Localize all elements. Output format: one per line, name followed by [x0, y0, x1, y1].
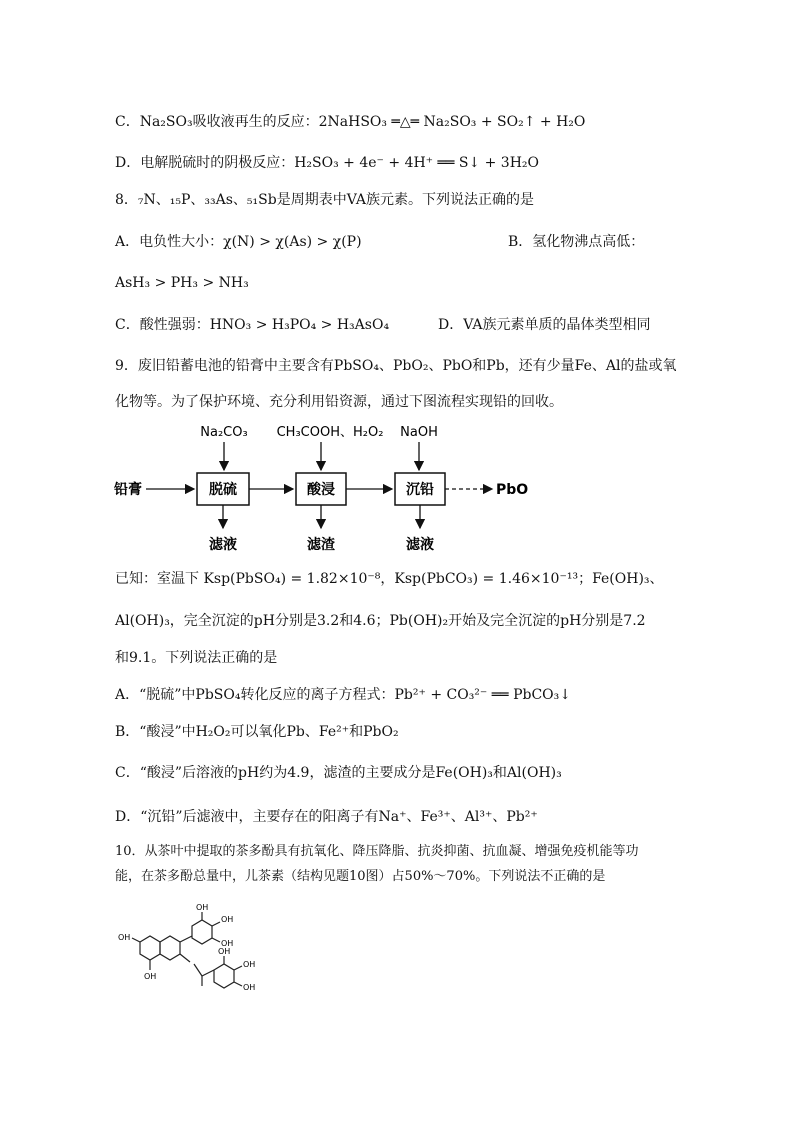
oh-label-4: OH [221, 915, 234, 924]
flow-input-label: 铅膏 [114, 482, 142, 498]
flow-reagent-2: CH₃COOH、H₂O₂ [276, 425, 384, 440]
question-8-option-b-cont: AsH₃ > PH₃ > NH₃ [115, 275, 249, 291]
question-9-known-line3: 和9.1。下列说法正确的是 [115, 650, 278, 666]
flow-output-3: 滤液 [406, 537, 434, 553]
question-7-option-c: C．Na₂SO₃吸收液再生的反应：2NaHSO₃ ═△═ Na₂SO₃ + SO₂↑ + H₂O [115, 114, 586, 130]
flow-step-3: 沉铅 [406, 482, 434, 498]
catechin-structure-diagram [112, 900, 312, 995]
question-10-stem-line1: 10．从茶叶中提取的茶多酚具有抗氧化、降压降脂、抗炎抑菌、抗血凝、增强免疫机能等功 [115, 844, 639, 859]
flow-reagent-3: NaOH [400, 425, 438, 440]
question-9-stem-line1: 9．废旧铅蓄电池的铅膏中主要含有PbSO₄、PbO₂、PbO和Pb，还有少量Fe、Al的盐或氧 [115, 358, 677, 374]
oh-label-6: OH [218, 947, 231, 956]
question-8-option-d: D．VA族元素单质的晶体类型相同 [438, 317, 651, 333]
question-9-option-d: D．“沉铅”后滤液中，主要存在的阳离子有Na⁺、Fe³⁺、Al³⁺、Pb²⁺ [115, 809, 538, 825]
oh-label-2: OH [144, 972, 157, 981]
flow-product: PbO [496, 482, 529, 498]
oh-label-3: OH [196, 903, 209, 912]
oh-label-7: OH [243, 960, 256, 969]
question-8-option-a: A．电负性大小：χ(N) > χ(As) > χ(P) [115, 234, 362, 250]
flow-reagent-1: Na₂CO₃ [200, 425, 248, 440]
question-8-stem: 8．₇N、₁₅P、₃₃As、₅₁Sb是周期表中VA族元素。下列说法正确的是 [115, 192, 534, 208]
flow-step-2: 酸浸 [307, 482, 335, 498]
question-10-stem-line2: 能，在茶多酚总量中，儿茶素（结构见题10图）占50%～70%。下列说法不正确的是 [115, 869, 606, 884]
flow-output-2: 滤渣 [307, 537, 335, 553]
flow-step-1: 脱硫 [209, 482, 237, 498]
question-9-known-line2: Al(OH)₃，完全沉淀的pH分别是3.2和4.6；Pb(OH)₂开始及完全沉淀的pH分别是7.2 [115, 613, 646, 629]
question-8-option-c: C．酸性强弱：HNO₃ > H₃PO₄ > H₃AsO₄ [115, 317, 390, 333]
question-9-option-c: C．“酸浸”后溶液的pH约为4.9，滤渣的主要成分是Fe(OH)₃和Al(OH)₃ [115, 765, 562, 781]
question-9-option-a: A．“脱硫”中PbSO₄转化反应的离子方程式：Pb²⁺ + CO₃²⁻ ══ PbCO₃↓ [115, 687, 571, 703]
question-9-stem-line2: 化物等。为了保护环境、充分利用铅资源，通过下图流程实现铅的回收。 [115, 394, 563, 410]
oh-label-8: OH [243, 983, 256, 992]
question-8-option-b: B．氢化物沸点高低： [508, 234, 645, 250]
question-7-option-d: D．电解脱硫时的阴极反应：H₂SO₃ + 4e⁻ + 4H⁺ ══ S↓ + 3H₂O [115, 155, 539, 171]
oh-label-1: OH [118, 933, 131, 942]
question-9-known-line1: 已知：室温下 Ksp(PbSO₄) = 1.82×10⁻⁸，Ksp(PbCO₃) = 1.46×10⁻¹³；Fe(OH)₃、 [115, 571, 664, 587]
flow-output-1: 滤液 [209, 537, 237, 553]
process-flow-diagram [108, 418, 668, 556]
question-9-option-b: B．“酸浸”中H₂O₂可以氧化Pb、Fe²⁺和PbO₂ [115, 724, 399, 740]
oh-label-5: OH [221, 939, 234, 948]
